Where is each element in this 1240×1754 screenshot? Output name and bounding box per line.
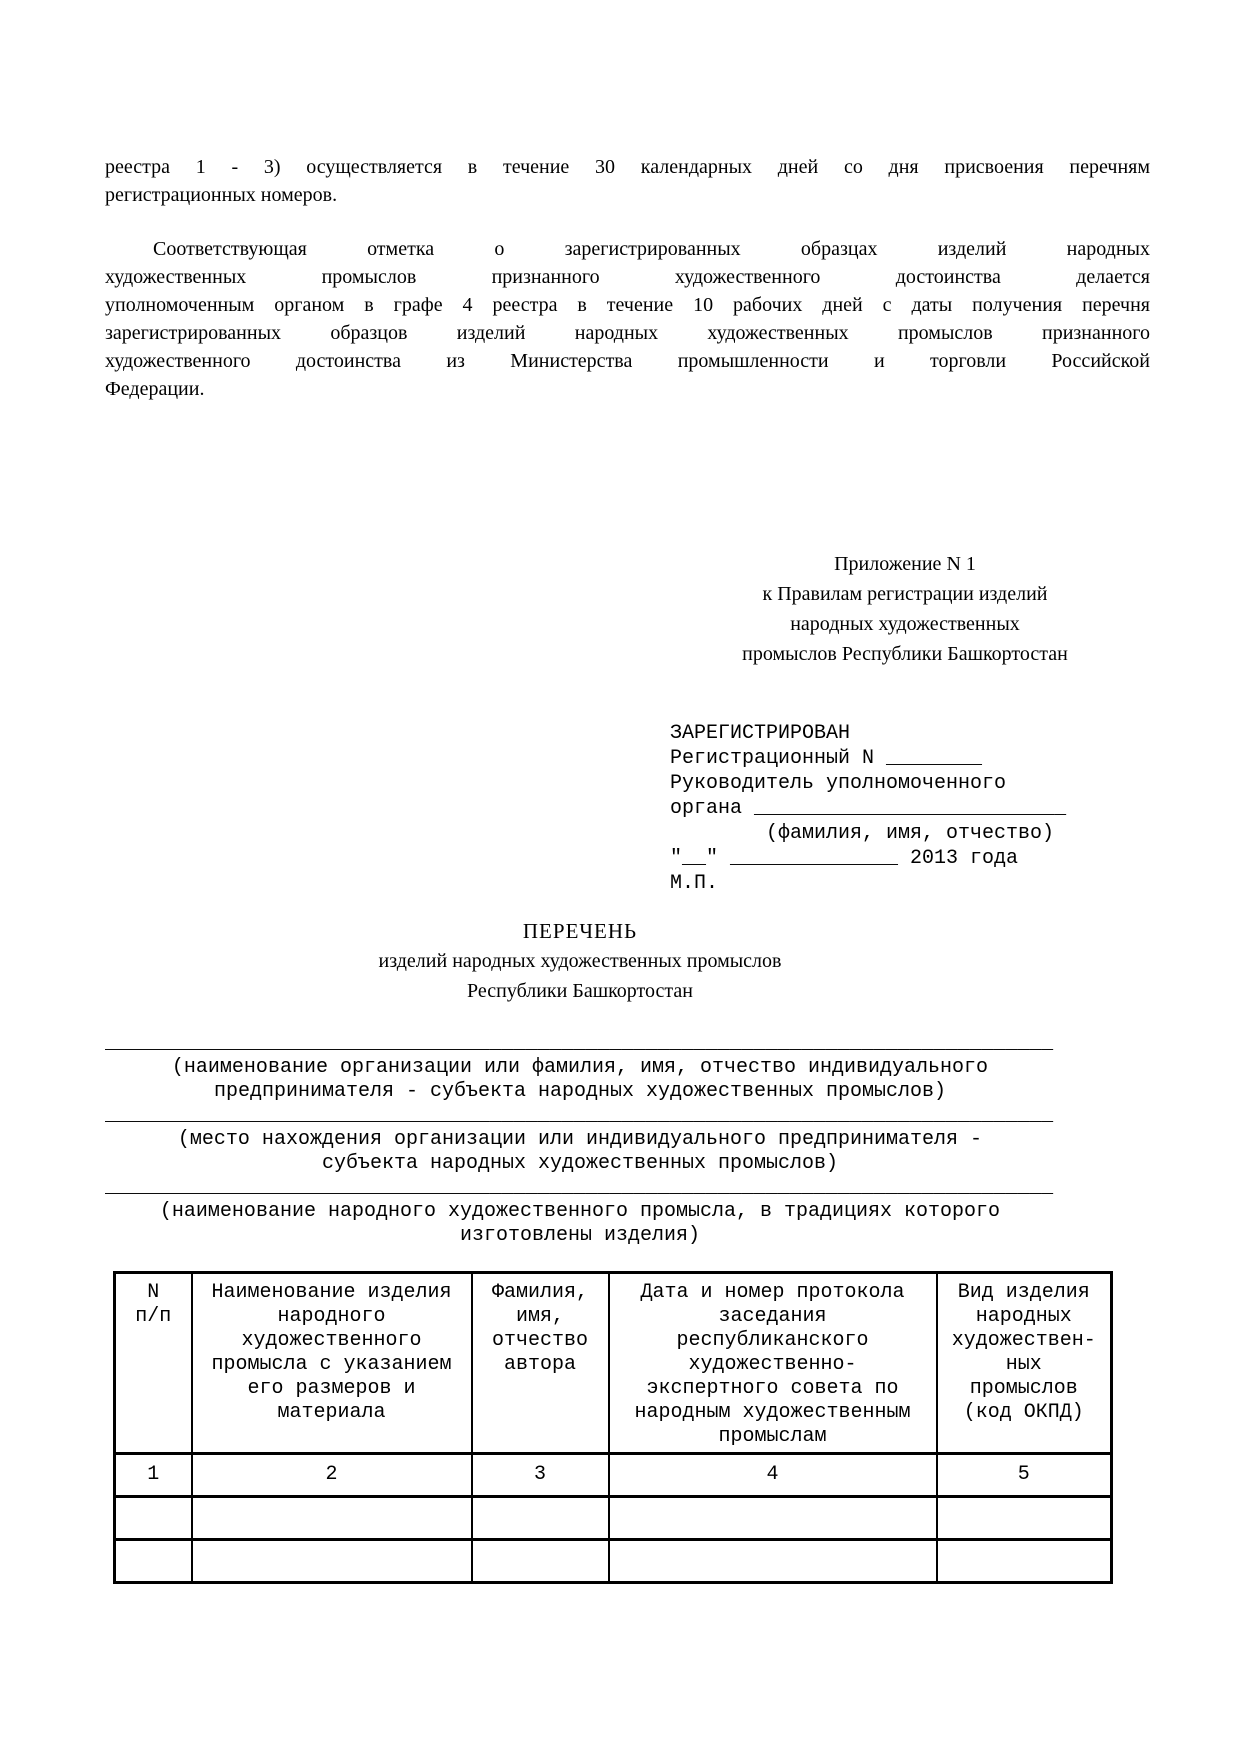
form-caption: (наименование организации или фамилия, имя, отчество индивидуального xyxy=(171,1056,989,1079)
paragraph-1 xyxy=(105,153,1150,209)
stamp-line: Регистрационный N ________ xyxy=(670,747,983,770)
stamp-line: ЗАРЕГИСТРИРОВАН xyxy=(670,722,851,745)
form-caption: субъекта народных художественных промыслов) xyxy=(321,1152,839,1175)
registry-table xyxy=(113,1271,1113,1584)
table-header-cell: Вид изделия народных художествен- ных промыслов (код ОКПД) xyxy=(937,1273,1112,1454)
table-empty-cell xyxy=(609,1497,937,1540)
paragraph-line: Соответствующая отметка о зарегистрированных образцах изделий народных xyxy=(153,238,1150,260)
table-empty-cell xyxy=(192,1540,472,1583)
paragraph-line: художественных промыслов признанного художественного достоинства делается xyxy=(105,266,1150,288)
registration-stamp-block xyxy=(670,721,1066,896)
table-header-cell: Наименование изделия народного художественного промысла с указанием его размеров и материала xyxy=(192,1273,472,1454)
table-empty-cell xyxy=(115,1540,192,1583)
table-empty-row xyxy=(115,1497,1112,1540)
table-empty-row xyxy=(115,1540,1112,1583)
stamp-line: "__" ______________ 2013 года xyxy=(670,847,1019,870)
stamp-line: (фамилия, имя, отчество) xyxy=(670,822,1055,845)
form-caption: изготовлены изделия) xyxy=(459,1224,701,1247)
table-number-cell: 1 xyxy=(115,1454,192,1497)
stamp-line: Руководитель уполномоченного xyxy=(670,772,1007,795)
table-number-cell: 3 xyxy=(472,1454,609,1497)
appendix-reference-block xyxy=(660,549,1150,669)
appendix-line: промыслов Республики Башкортостан xyxy=(742,643,1068,665)
paragraph-line: реестра 1 - 3) осуществляется в течение 30 календарных дней со дня присвоения перечням xyxy=(105,156,1150,178)
paragraph-line: регистрационных номеров. xyxy=(105,184,338,206)
paragraph-line: Федерации. xyxy=(105,378,205,400)
stamp-line: органа __________________________ xyxy=(670,797,1067,820)
table-header-cell: Фамилия, имя, отчество автора xyxy=(472,1273,609,1454)
page-subtitle: изделий народных художественных промыслов xyxy=(378,950,782,972)
page-subtitle: Республики Башкортостан xyxy=(467,980,693,1002)
appendix-line: народных художественных xyxy=(790,613,1020,635)
form-blank-line: _______________________________________________________________________________ xyxy=(105,1104,1054,1127)
form-caption: предпринимателя - субъекта народных художественных промыслов) xyxy=(213,1080,947,1103)
table-header-cell: N п/п xyxy=(115,1273,192,1454)
table-empty-cell xyxy=(115,1497,192,1540)
table-empty-cell xyxy=(937,1540,1112,1583)
page-title: ПЕРЕЧЕНЬ xyxy=(522,919,638,943)
table-header-cell: Дата и номер протокола заседания республиканского художественно- экспертного совета по народным художественным промыслам xyxy=(609,1273,937,1454)
table-number-cell: 2 xyxy=(192,1454,472,1497)
table-column-number-row xyxy=(115,1454,1112,1497)
form-fields-block xyxy=(105,1032,1055,1248)
table-number-cell: 4 xyxy=(609,1454,937,1497)
form-blank-line: _______________________________________________________________________________ xyxy=(105,1032,1054,1055)
table-empty-cell xyxy=(472,1540,609,1583)
list-title-block xyxy=(105,916,1055,1006)
stamp-line: М.П. xyxy=(670,872,719,895)
table-empty-cell xyxy=(472,1497,609,1540)
table-header-row xyxy=(115,1273,1112,1454)
form-caption: (наименование народного художественного промысла, в традициях которого xyxy=(159,1200,1001,1223)
appendix-line: к Правилам регистрации изделий xyxy=(762,583,1048,605)
form-caption: (место нахождения организации или индивидуального предпринимателя - xyxy=(177,1128,983,1151)
paragraph-line: уполномоченным органом в графе 4 реестра в течение 10 рабочих дней с даты получения перечня xyxy=(105,294,1150,316)
table-number-cell: 5 xyxy=(937,1454,1112,1497)
appendix-line: Приложение N 1 xyxy=(834,553,976,575)
table-empty-cell xyxy=(937,1497,1112,1540)
paragraph-2 xyxy=(105,235,1150,403)
form-blank-line: _______________________________________________________________________________ xyxy=(105,1176,1054,1199)
paragraph-line: художественного достоинства из Министерства промышленности и торговли Российской xyxy=(105,350,1150,372)
table-empty-cell xyxy=(192,1497,472,1540)
table-empty-cell xyxy=(609,1540,937,1583)
paragraph-line: зарегистрированных образцов изделий народных художественных промыслов признанного xyxy=(105,322,1150,344)
